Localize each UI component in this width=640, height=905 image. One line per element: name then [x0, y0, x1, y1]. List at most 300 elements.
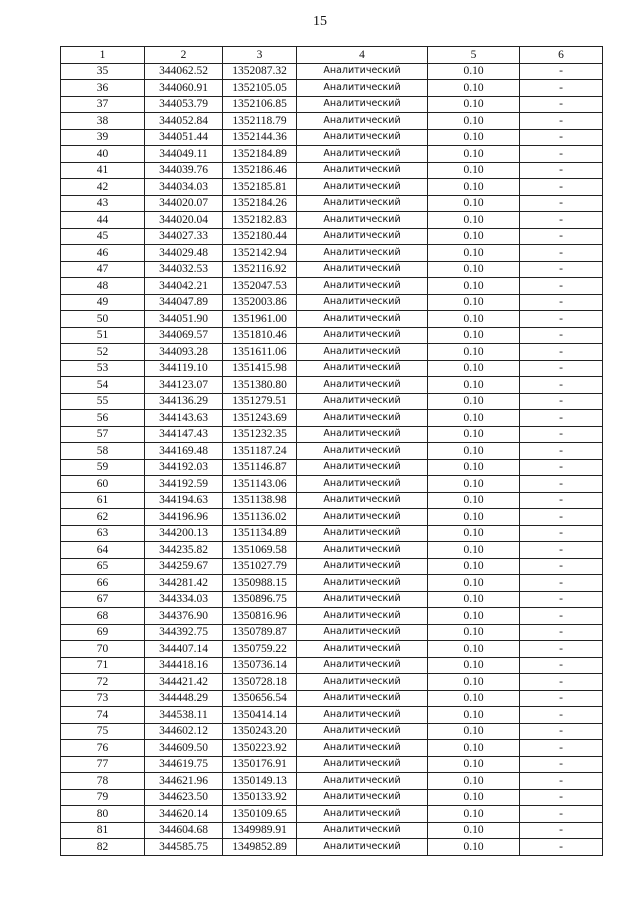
y-coordinate-cell: 1350149.13	[223, 773, 297, 790]
x-coordinate-cell: 344029.48	[145, 245, 223, 262]
table-row	[61, 542, 603, 559]
table-row	[61, 228, 603, 245]
y-coordinate-cell: 1350176.91	[223, 756, 297, 773]
table-row	[61, 261, 603, 278]
column-header-5: 5	[428, 47, 520, 64]
accuracy-cell: 0.10	[428, 426, 520, 443]
accuracy-cell: 0.10	[428, 311, 520, 328]
note-cell: -	[520, 674, 603, 691]
note-cell: -	[520, 212, 603, 229]
accuracy-cell: 0.10	[428, 773, 520, 790]
accuracy-cell: 0.10	[428, 410, 520, 427]
y-coordinate-cell: 1352186.46	[223, 162, 297, 179]
table-row	[61, 96, 603, 113]
point-number-cell: 70	[61, 641, 145, 658]
method-cell: Аналитический	[297, 96, 428, 113]
accuracy-cell: 0.10	[428, 740, 520, 757]
note-cell: -	[520, 360, 603, 377]
x-coordinate-cell: 344093.28	[145, 344, 223, 361]
accuracy-cell: 0.10	[428, 443, 520, 460]
note-cell: -	[520, 228, 603, 245]
y-coordinate-cell: 1350414.14	[223, 707, 297, 724]
accuracy-cell: 0.10	[428, 575, 520, 592]
table-row	[61, 311, 603, 328]
note-cell: -	[520, 773, 603, 790]
table-row	[61, 410, 603, 427]
x-coordinate-cell: 344620.14	[145, 806, 223, 823]
note-cell: -	[520, 591, 603, 608]
point-number-cell: 49	[61, 294, 145, 311]
method-cell: Аналитический	[297, 327, 428, 344]
method-cell: Аналитический	[297, 393, 428, 410]
coordinates-table	[60, 46, 603, 856]
method-cell: Аналитический	[297, 558, 428, 575]
accuracy-cell: 0.10	[428, 657, 520, 674]
table-row	[61, 278, 603, 295]
table-row	[61, 591, 603, 608]
header-row	[61, 47, 603, 64]
point-number-cell: 48	[61, 278, 145, 295]
method-cell: Аналитический	[297, 509, 428, 526]
x-coordinate-cell: 344060.91	[145, 80, 223, 97]
x-coordinate-cell: 344052.84	[145, 113, 223, 130]
method-cell: Аналитический	[297, 740, 428, 757]
point-number-cell: 56	[61, 410, 145, 427]
note-cell: -	[520, 707, 603, 724]
point-number-cell: 53	[61, 360, 145, 377]
x-coordinate-cell: 344020.04	[145, 212, 223, 229]
point-number-cell: 81	[61, 822, 145, 839]
point-number-cell: 54	[61, 377, 145, 394]
x-coordinate-cell: 344169.48	[145, 443, 223, 460]
x-coordinate-cell: 344604.68	[145, 822, 223, 839]
method-cell: Аналитический	[297, 162, 428, 179]
table-row	[61, 690, 603, 707]
point-number-cell: 69	[61, 624, 145, 641]
y-coordinate-cell: 1350988.15	[223, 575, 297, 592]
method-cell: Аналитический	[297, 492, 428, 509]
y-coordinate-cell: 1352047.53	[223, 278, 297, 295]
y-coordinate-cell: 1352185.81	[223, 179, 297, 196]
accuracy-cell: 0.10	[428, 96, 520, 113]
point-number-cell: 50	[61, 311, 145, 328]
y-coordinate-cell: 1351136.02	[223, 509, 297, 526]
table-row	[61, 476, 603, 493]
x-coordinate-cell: 344147.43	[145, 426, 223, 443]
column-header-2: 2	[145, 47, 223, 64]
accuracy-cell: 0.10	[428, 245, 520, 262]
point-number-cell: 77	[61, 756, 145, 773]
accuracy-cell: 0.10	[428, 228, 520, 245]
page-number: 15	[313, 14, 327, 29]
x-coordinate-cell: 344034.03	[145, 179, 223, 196]
x-coordinate-cell: 344448.29	[145, 690, 223, 707]
x-coordinate-cell: 344123.07	[145, 377, 223, 394]
x-coordinate-cell: 344259.67	[145, 558, 223, 575]
y-coordinate-cell: 1350223.92	[223, 740, 297, 757]
y-coordinate-cell: 1349989.91	[223, 822, 297, 839]
method-cell: Аналитический	[297, 311, 428, 328]
x-coordinate-cell: 344281.42	[145, 575, 223, 592]
y-coordinate-cell: 1351961.00	[223, 311, 297, 328]
method-cell: Аналитический	[297, 822, 428, 839]
x-coordinate-cell: 344051.90	[145, 311, 223, 328]
y-coordinate-cell: 1352003.86	[223, 294, 297, 311]
y-coordinate-cell: 1351279.51	[223, 393, 297, 410]
note-cell: -	[520, 822, 603, 839]
note-cell: -	[520, 261, 603, 278]
x-coordinate-cell: 344194.63	[145, 492, 223, 509]
accuracy-cell: 0.10	[428, 344, 520, 361]
point-number-cell: 45	[61, 228, 145, 245]
y-coordinate-cell: 1349852.89	[223, 839, 297, 856]
method-cell: Аналитический	[297, 146, 428, 163]
method-cell: Аналитический	[297, 344, 428, 361]
x-coordinate-cell: 344621.96	[145, 773, 223, 790]
table-row	[61, 707, 603, 724]
accuracy-cell: 0.10	[428, 195, 520, 212]
point-number-cell: 76	[61, 740, 145, 757]
x-coordinate-cell: 344020.07	[145, 195, 223, 212]
x-coordinate-cell: 344136.29	[145, 393, 223, 410]
method-cell: Аналитический	[297, 542, 428, 559]
point-number-cell: 66	[61, 575, 145, 592]
x-coordinate-cell: 344585.75	[145, 839, 223, 856]
table-row	[61, 756, 603, 773]
accuracy-cell: 0.10	[428, 641, 520, 658]
point-number-cell: 52	[61, 344, 145, 361]
note-cell: -	[520, 311, 603, 328]
table-row	[61, 822, 603, 839]
note-cell: -	[520, 162, 603, 179]
y-coordinate-cell: 1351069.58	[223, 542, 297, 559]
point-number-cell: 38	[61, 113, 145, 130]
point-number-cell: 61	[61, 492, 145, 509]
accuracy-cell: 0.10	[428, 459, 520, 476]
x-coordinate-cell: 344421.42	[145, 674, 223, 691]
point-number-cell: 65	[61, 558, 145, 575]
note-cell: -	[520, 756, 603, 773]
y-coordinate-cell: 1350133.92	[223, 789, 297, 806]
accuracy-cell: 0.10	[428, 377, 520, 394]
accuracy-cell: 0.10	[428, 146, 520, 163]
note-cell: -	[520, 839, 603, 856]
accuracy-cell: 0.10	[428, 756, 520, 773]
note-cell: -	[520, 575, 603, 592]
x-coordinate-cell: 344027.33	[145, 228, 223, 245]
accuracy-cell: 0.10	[428, 690, 520, 707]
accuracy-cell: 0.10	[428, 707, 520, 724]
y-coordinate-cell: 1351810.46	[223, 327, 297, 344]
point-number-cell: 79	[61, 789, 145, 806]
method-cell: Аналитический	[297, 707, 428, 724]
table-row	[61, 327, 603, 344]
y-coordinate-cell: 1351143.06	[223, 476, 297, 493]
method-cell: Аналитический	[297, 459, 428, 476]
method-cell: Аналитический	[297, 690, 428, 707]
accuracy-cell: 0.10	[428, 723, 520, 740]
point-number-cell: 41	[61, 162, 145, 179]
y-coordinate-cell: 1350656.54	[223, 690, 297, 707]
table-row	[61, 608, 603, 625]
accuracy-cell: 0.10	[428, 393, 520, 410]
table-row	[61, 443, 603, 460]
x-coordinate-cell: 344192.03	[145, 459, 223, 476]
y-coordinate-cell: 1350759.22	[223, 641, 297, 658]
accuracy-cell: 0.10	[428, 360, 520, 377]
table-row	[61, 80, 603, 97]
note-cell: -	[520, 492, 603, 509]
note-cell: -	[520, 657, 603, 674]
note-cell: -	[520, 146, 603, 163]
x-coordinate-cell: 344619.75	[145, 756, 223, 773]
note-cell: -	[520, 327, 603, 344]
note-cell: -	[520, 80, 603, 97]
accuracy-cell: 0.10	[428, 476, 520, 493]
method-cell: Аналитический	[297, 723, 428, 740]
column-header-1: 1	[61, 47, 145, 64]
note-cell: -	[520, 278, 603, 295]
y-coordinate-cell: 1352106.85	[223, 96, 297, 113]
y-coordinate-cell: 1351232.35	[223, 426, 297, 443]
x-coordinate-cell: 344623.50	[145, 789, 223, 806]
x-coordinate-cell: 344196.96	[145, 509, 223, 526]
accuracy-cell: 0.10	[428, 822, 520, 839]
method-cell: Аналитический	[297, 773, 428, 790]
x-coordinate-cell: 344032.53	[145, 261, 223, 278]
y-coordinate-cell: 1351187.24	[223, 443, 297, 460]
note-cell: -	[520, 558, 603, 575]
note-cell: -	[520, 96, 603, 113]
note-cell: -	[520, 740, 603, 757]
note-cell: -	[520, 789, 603, 806]
y-coordinate-cell: 1350109.65	[223, 806, 297, 823]
table-row	[61, 459, 603, 476]
point-number-cell: 47	[61, 261, 145, 278]
y-coordinate-cell: 1352118.79	[223, 113, 297, 130]
note-cell: -	[520, 113, 603, 130]
method-cell: Аналитический	[297, 360, 428, 377]
note-cell: -	[520, 245, 603, 262]
note-cell: -	[520, 195, 603, 212]
x-coordinate-cell: 344334.03	[145, 591, 223, 608]
table-row	[61, 212, 603, 229]
point-number-cell: 82	[61, 839, 145, 856]
method-cell: Аналитический	[297, 476, 428, 493]
table-row	[61, 740, 603, 757]
accuracy-cell: 0.10	[428, 179, 520, 196]
accuracy-cell: 0.10	[428, 294, 520, 311]
x-coordinate-cell: 344392.75	[145, 624, 223, 641]
method-cell: Аналитический	[297, 591, 428, 608]
table-row	[61, 344, 603, 361]
method-cell: Аналитический	[297, 674, 428, 691]
accuracy-cell: 0.10	[428, 674, 520, 691]
point-number-cell: 39	[61, 129, 145, 146]
note-cell: -	[520, 410, 603, 427]
point-number-cell: 35	[61, 63, 145, 80]
y-coordinate-cell: 1350728.18	[223, 674, 297, 691]
point-number-cell: 57	[61, 426, 145, 443]
note-cell: -	[520, 608, 603, 625]
accuracy-cell: 0.10	[428, 789, 520, 806]
table-row	[61, 393, 603, 410]
x-coordinate-cell: 344602.12	[145, 723, 223, 740]
point-number-cell: 71	[61, 657, 145, 674]
x-coordinate-cell: 344039.76	[145, 162, 223, 179]
x-coordinate-cell: 344051.44	[145, 129, 223, 146]
method-cell: Аналитический	[297, 63, 428, 80]
accuracy-cell: 0.10	[428, 162, 520, 179]
point-number-cell: 67	[61, 591, 145, 608]
y-coordinate-cell: 1351611.06	[223, 344, 297, 361]
y-coordinate-cell: 1350789.87	[223, 624, 297, 641]
x-coordinate-cell: 344376.90	[145, 608, 223, 625]
accuracy-cell: 0.10	[428, 509, 520, 526]
point-number-cell: 60	[61, 476, 145, 493]
point-number-cell: 40	[61, 146, 145, 163]
note-cell: -	[520, 525, 603, 542]
point-number-cell: 36	[61, 80, 145, 97]
column-header-4: 4	[297, 47, 428, 64]
accuracy-cell: 0.10	[428, 525, 520, 542]
point-number-cell: 73	[61, 690, 145, 707]
table-row	[61, 525, 603, 542]
method-cell: Аналитический	[297, 113, 428, 130]
y-coordinate-cell: 1352180.44	[223, 228, 297, 245]
table-row	[61, 113, 603, 130]
table-row	[61, 426, 603, 443]
x-coordinate-cell: 344047.89	[145, 294, 223, 311]
table-row	[61, 63, 603, 80]
method-cell: Аналитический	[297, 657, 428, 674]
point-number-cell: 46	[61, 245, 145, 262]
method-cell: Аналитический	[297, 195, 428, 212]
accuracy-cell: 0.10	[428, 327, 520, 344]
point-number-cell: 74	[61, 707, 145, 724]
note-cell: -	[520, 641, 603, 658]
y-coordinate-cell: 1350816.96	[223, 608, 297, 625]
method-cell: Аналитический	[297, 608, 428, 625]
accuracy-cell: 0.10	[428, 806, 520, 823]
note-cell: -	[520, 542, 603, 559]
note-cell: -	[520, 443, 603, 460]
method-cell: Аналитический	[297, 179, 428, 196]
x-coordinate-cell: 344143.63	[145, 410, 223, 427]
method-cell: Аналитический	[297, 525, 428, 542]
y-coordinate-cell: 1351243.69	[223, 410, 297, 427]
y-coordinate-cell: 1350896.75	[223, 591, 297, 608]
accuracy-cell: 0.10	[428, 542, 520, 559]
y-coordinate-cell: 1352105.05	[223, 80, 297, 97]
method-cell: Аналитический	[297, 839, 428, 856]
accuracy-cell: 0.10	[428, 80, 520, 97]
x-coordinate-cell: 344053.79	[145, 96, 223, 113]
y-coordinate-cell: 1352144.36	[223, 129, 297, 146]
note-cell: -	[520, 509, 603, 526]
table-row	[61, 657, 603, 674]
x-coordinate-cell: 344192.59	[145, 476, 223, 493]
point-number-cell: 62	[61, 509, 145, 526]
method-cell: Аналитический	[297, 443, 428, 460]
x-coordinate-cell: 344069.57	[145, 327, 223, 344]
table-row	[61, 294, 603, 311]
point-number-cell: 64	[61, 542, 145, 559]
y-coordinate-cell: 1351027.79	[223, 558, 297, 575]
point-number-cell: 80	[61, 806, 145, 823]
x-coordinate-cell: 344042.21	[145, 278, 223, 295]
accuracy-cell: 0.10	[428, 113, 520, 130]
accuracy-cell: 0.10	[428, 63, 520, 80]
table-row	[61, 162, 603, 179]
table-row	[61, 723, 603, 740]
x-coordinate-cell: 344418.16	[145, 657, 223, 674]
method-cell: Аналитический	[297, 789, 428, 806]
x-coordinate-cell: 344119.10	[145, 360, 223, 377]
point-number-cell: 51	[61, 327, 145, 344]
table-row	[61, 674, 603, 691]
method-cell: Аналитический	[297, 228, 428, 245]
table-header	[61, 47, 603, 64]
accuracy-cell: 0.10	[428, 129, 520, 146]
note-cell: -	[520, 723, 603, 740]
method-cell: Аналитический	[297, 575, 428, 592]
method-cell: Аналитический	[297, 294, 428, 311]
method-cell: Аналитический	[297, 80, 428, 97]
table-row	[61, 179, 603, 196]
point-number-cell: 58	[61, 443, 145, 460]
x-coordinate-cell: 344049.11	[145, 146, 223, 163]
table-row	[61, 129, 603, 146]
method-cell: Аналитический	[297, 245, 428, 262]
table-row	[61, 558, 603, 575]
method-cell: Аналитический	[297, 377, 428, 394]
table-row	[61, 492, 603, 509]
note-cell: -	[520, 344, 603, 361]
note-cell: -	[520, 129, 603, 146]
table-row	[61, 245, 603, 262]
method-cell: Аналитический	[297, 129, 428, 146]
y-coordinate-cell: 1352184.26	[223, 195, 297, 212]
y-coordinate-cell: 1352182.83	[223, 212, 297, 229]
table-row	[61, 789, 603, 806]
table-row	[61, 146, 603, 163]
table-row	[61, 195, 603, 212]
y-coordinate-cell: 1351380.80	[223, 377, 297, 394]
x-coordinate-cell: 344538.11	[145, 707, 223, 724]
method-cell: Аналитический	[297, 410, 428, 427]
method-cell: Аналитический	[297, 426, 428, 443]
accuracy-cell: 0.10	[428, 624, 520, 641]
note-cell: -	[520, 377, 603, 394]
accuracy-cell: 0.10	[428, 608, 520, 625]
note-cell: -	[520, 459, 603, 476]
point-number-cell: 75	[61, 723, 145, 740]
method-cell: Аналитический	[297, 212, 428, 229]
point-number-cell: 68	[61, 608, 145, 625]
method-cell: Аналитический	[297, 624, 428, 641]
note-cell: -	[520, 426, 603, 443]
column-header-6: 6	[520, 47, 603, 64]
table-row	[61, 773, 603, 790]
note-cell: -	[520, 624, 603, 641]
table-row	[61, 839, 603, 856]
y-coordinate-cell: 1351146.87	[223, 459, 297, 476]
x-coordinate-cell: 344200.13	[145, 525, 223, 542]
note-cell: -	[520, 476, 603, 493]
table-row	[61, 575, 603, 592]
method-cell: Аналитический	[297, 641, 428, 658]
